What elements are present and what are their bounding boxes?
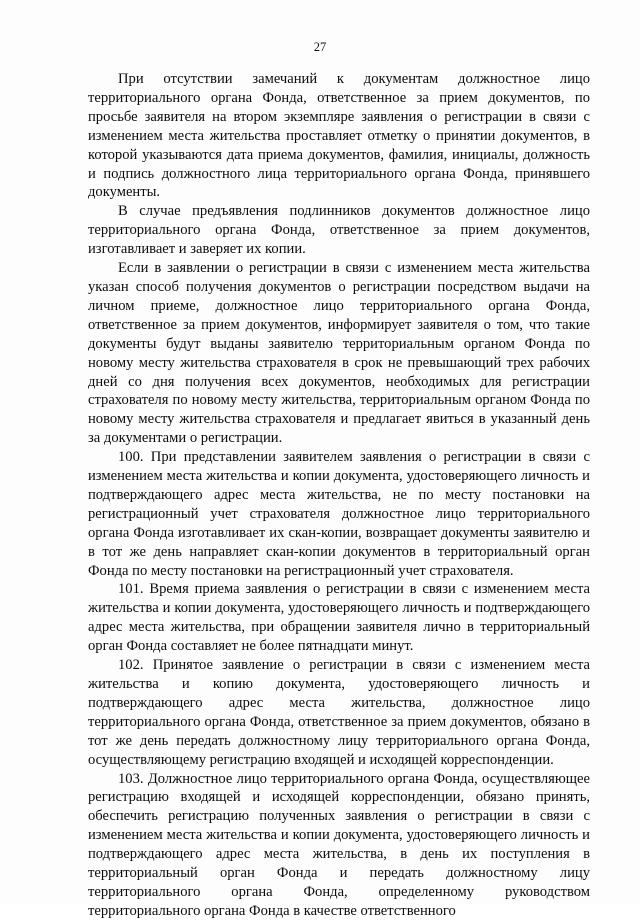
paragraph-acceptance-mark: При отсутствии замечаний к документам должностное лицо территориального органа Фонда, ответственное за прием документов, по просьбе заявителя на втором экземпляре заявления о регистрации в связи с изменением места жительства проставляет отметку о принятии документов, в которой указываются дата приема документов, фамилия, инициалы, должность и подпись должностного лица территориального органа Фонда, принявшего документы. xyxy=(88,71,590,201)
page-number: 27 xyxy=(313,40,327,54)
paragraph-personal-receipt: Если в заявлении о регистрации в связи с изменением места жительства указан способ получения документов о регистрации посредством выдачи на личном приеме, должностное лицо территориального органа Фонда, ответственное за прием документов, информирует заявителя о том, что такие документы будут выданы заявителю территориальным органом Фонда по новому месту жительства страхователя в срок не превышающий трех рабочих дней со дня получения всех документов, необходимых для регистрации страхователя по новому месту жительства, территориальным органом Фонда по новому месту жительства страхователя и предлагает явиться в указанный день за документами о регистрации. xyxy=(88,260,590,447)
paragraph-originals-copies: В случае предъявления подлинников документов должностное лицо территориального органа Фонда, ответственное за прием документов, изготавливает и заверяет их копии. xyxy=(88,203,590,258)
paragraph-item-102: 102. Принятое заявление о регистрации в связи с изменением места жительства и копию документа, удостоверяющего личность и подтверждающего адрес места жительства, должностное лицо территориального органа Фонда, ответственное за прием документов, обязано в тот же день передать должностному лицу территориального органа Фонда, осуществляющему регистрацию входящей и исходящей корреспонденции. xyxy=(88,657,590,768)
paragraph-item-100: 100. При представлении заявителем заявления о регистрации в связи с изменением места жительства и копии документа, удостоверяющего личность и подтверждающего адрес места жительства, не по месту постановки на регистрационный учет страхователя должностное лицо территориального органа Фонда изготавливает их скан-копии, возвращает документы заявителю и в тот же день направляет скан-копии документов в территориальный орган Фонда по месту постановки на регистрационный учет страхователя. xyxy=(88,449,590,579)
paragraph-item-101: 101. Время приема заявления о регистрации в связи с изменением места жительства и копии документа, удостоверяющего личность и подтверждающего адрес места жительства, при обращении заявителя лично в территориальный орган Фонда составляет не более пятнадцати минут. xyxy=(88,581,590,655)
paragraph-item-103: 103. Должностное лицо территориального органа Фонда, осуществляющее регистрацию входящей и исходящей корреспонденции, обязано принять, обеспечить регистрацию полученных заявления о регистрации в связи с изменением места жительства и копии документа, удостоверяющего личность и подтверждающего адрес места жительства, в день их поступления в территориальный орган Фонда и передать должностному лицу территориального органа Фонда, определенному руководством территориального органа Фонда в качестве ответственного xyxy=(88,770,590,919)
document-body xyxy=(88,70,590,921)
